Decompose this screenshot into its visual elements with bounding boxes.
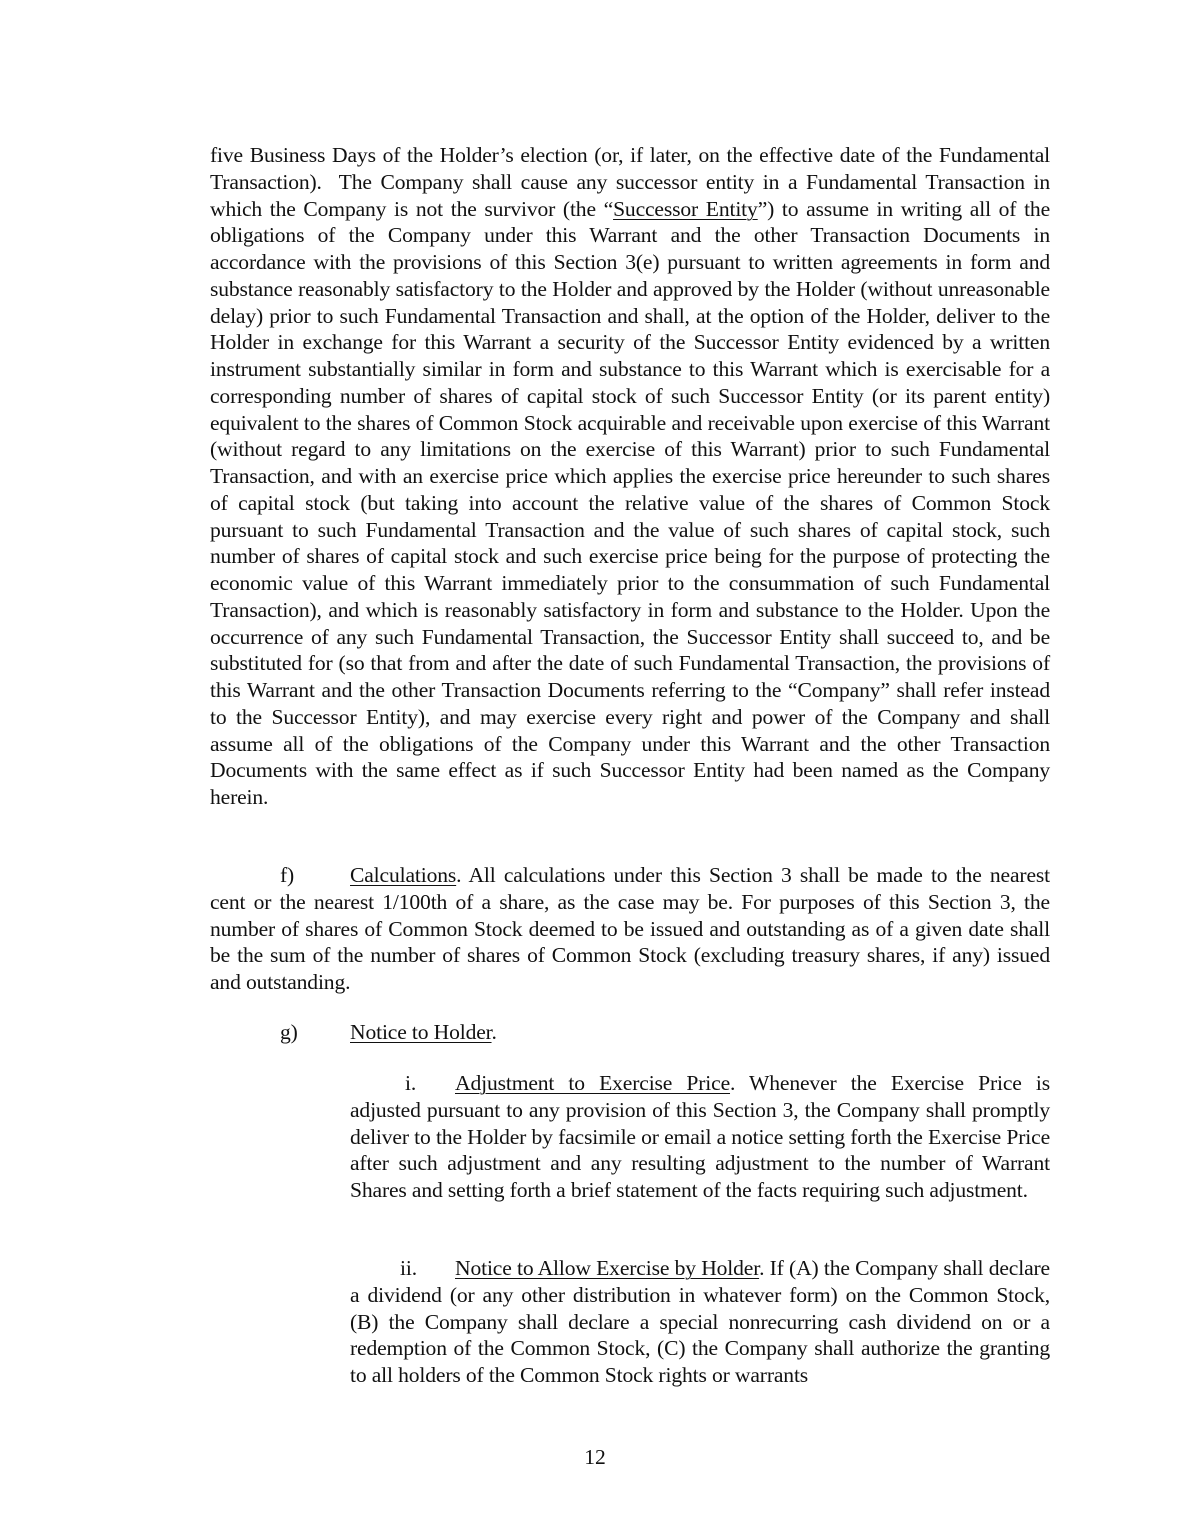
section-g-item-ii-marker: ii.	[400, 1256, 417, 1280]
section-g-heading: Notice to Holder	[350, 1020, 492, 1044]
defined-term-successor-entity: Successor Entity	[613, 196, 758, 221]
paragraph-text-part: five Business Days of the Holder’s election (or, if later, on the effective date of the Fundamental Transaction). The Company shall cause any successor entity in a Fundamental Transaction in which the Company is not the survivor (the “	[210, 143, 1050, 221]
section-g-heading-line	[210, 1019, 1050, 1046]
section-f-heading: Calculations	[350, 863, 457, 887]
section-g-item-ii	[350, 1255, 1050, 1389]
section-g-item-i	[350, 1070, 1050, 1204]
section-f-paragraph	[210, 862, 1050, 996]
section-g-item-i-paragraph	[350, 1070, 1050, 1204]
paragraph-section-3e-continued	[210, 142, 1050, 811]
paragraph-text-part: ”) to assume in writing all of the obligations of the Company under this Warrant and the other Transaction Documents in accordance with the provisions of this Section 3(e) pursuant to written agreements in form and substance reasonably satisfactory to the Holder and approved by the Holder (without unreasonable delay) prior to such Fundamental Transaction and shall, at the option of the Holder, deliver to the Holder in exchange for this Warrant a security of the Successor Entity evidenced by a written instrument substantially similar in form and substance to this Warrant which is exercisable for a corresponding number of shares of capital stock of such Successor Entity (or its parent entity) equivalent to the shares of Common Stock acquirable and receivable upon exercise of this Warrant (without regard to any limitations on the exercise of this Warrant) prior to such Fundamental Transaction, and with an exercise price which applies the exercise price hereunder to such shares of capital stock (but taking into account the relative value of the shares of Common Stock pursuant to such Fundamental Transaction and the value of such shares of capital stock, such number of shares of capital stock and such exercise price being for the purpose of protecting the economic value of this Warrant immediately prior to the consummation of such Fundamental Transaction), and which is reasonably satisfactory in form and substance to the Holder. Upon the occurrence of any such Fundamental Transaction, the Successor Entity shall succeed to, and be substituted for (so that from and after the date of such Fundamental Transaction, the provisions of this Warrant and the other Transaction Documents referring to the “Company” shall refer instead to the Successor Entity), and may exercise every right and power of the Company and shall assume all of the obligations of the Company under this Warrant and the other Transaction Documents with the same effect as if such Successor Entity had been named as the Company herein.	[210, 196, 1050, 809]
section-f-text: . All calculations under this Section 3 shall be made to the nearest cent or the nearest 1/100th of a share, as the case may be. For purposes of this Section 3, the number of shares of Common Stock deemed to be issued and outstanding as of a given date shall be the sum of the number of shares of Common Stock (excluding treasury shares, if any) issued and outstanding.	[210, 863, 1050, 994]
section-f-marker: f)	[280, 863, 295, 887]
section-g-item-ii-text: . If (A) the Company shall declare a dividend (or any other distribution in whatever form) on the Common Stock, (B) the Company shall declare a special nonrecurring cash dividend on or a redemption of the Common Stock, (C) the Company shall authorize the granting to all holders of the Common Stock rights or warrants	[350, 1256, 1050, 1387]
section-g-item-i-text: . Whenever the Exercise Price is adjusted pursuant to any provision of this Section 3, the Company shall promptly deliver to the Holder by facsimile or email a notice setting forth the Exercise Price after such adjustment and any resulting adjustment to the number of Warrant Shares and setting forth a brief statement of the facts requiring such adjustment.	[350, 1071, 1050, 1202]
section-g-notice-to-holder	[210, 1019, 1050, 1046]
section-g-item-i-heading: Adjustment to Exercise Price	[455, 1071, 731, 1095]
section-g-item-ii-paragraph	[350, 1255, 1050, 1389]
section-f-calculations	[210, 862, 1050, 996]
section-g-marker: g)	[280, 1020, 298, 1044]
paragraph-text	[210, 142, 1050, 811]
section-g-item-i-marker: i.	[405, 1071, 417, 1095]
section-g-item-ii-heading: Notice to Allow Exercise by Holder	[455, 1256, 760, 1280]
section-g-heading-suffix: .	[491, 1020, 497, 1044]
page-number: 12	[584, 1445, 606, 1469]
